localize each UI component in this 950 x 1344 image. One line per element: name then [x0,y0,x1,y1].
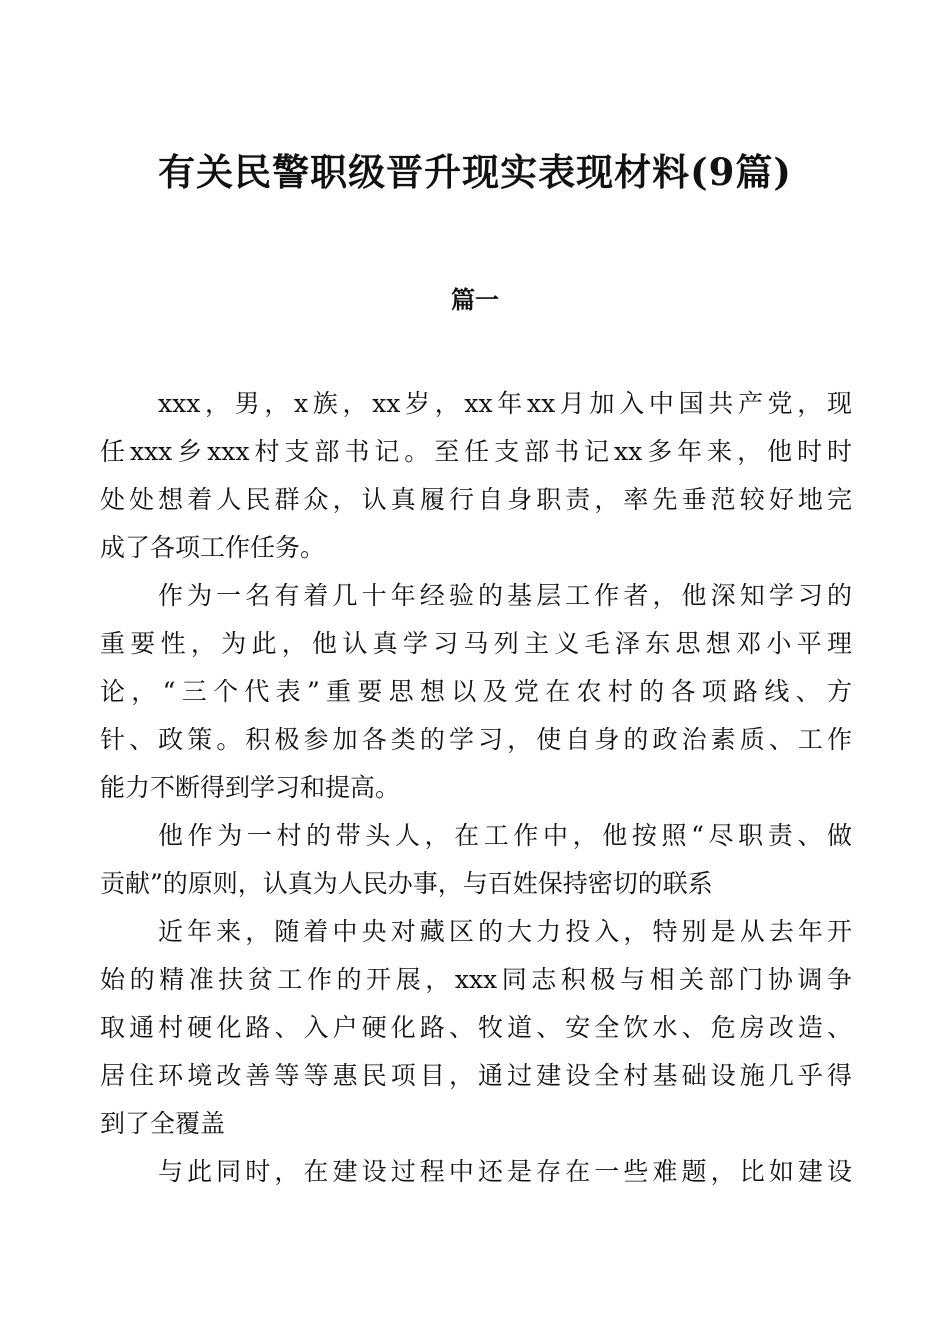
paragraph [100,572,852,812]
paragraph [100,380,852,572]
paragraph [100,1148,852,1196]
text-line: 成了各项工作任务。 [100,533,326,562]
text-line: 居住环境改善等等惠民项目，通过建设全村基础设施几乎得 [100,1061,852,1090]
text-line: 贡献”的原则，认真为人民办事，与百姓保持密切的联系 [100,869,713,898]
text-line: 能力不断得到学习和提高。 [100,773,401,802]
text-line: xxx，男，x族，xx岁，xx年xx月加入中国共产党，现 [158,389,852,418]
text-line: 处处想着人民群众，认真履行自身职责，率先垂范较好地完 [100,485,852,514]
text-line: 始的精准扶贫工作的开展，xxx同志积极与相关部门协调争 [100,965,852,994]
document-body [100,380,852,1196]
document-title: 有关民警职级晋升现实表现材料(9篇) [158,150,792,194]
text-line: 与此同时，在建设过程中还是存在一些难题，比如建设 [158,1157,852,1186]
text-line: 任xxx乡xxx村支部书记。至任支部书记xx多年来，他时时 [100,437,852,466]
text-line: 取通村硬化路、入户硬化路、牧道、安全饮水、危房改造、 [100,1013,852,1042]
text-line: 论，“三个代表”重要思想以及党在农村的各项路线、方 [100,677,852,706]
paragraph [100,908,852,1148]
text-line: 他作为一村的带头人，在工作中，他按照“尽职责、做 [158,821,852,850]
text-line: 针、政策。积极参加各类的学习，使自身的政治素质、工作 [100,725,852,754]
text-line: 作为一名有着几十年经验的基层工作者，他深知学习的 [158,581,852,610]
paragraph [100,812,852,908]
text-line: 近年来，随着中央对藏区的大力投入，特别是从去年开 [158,917,852,946]
section-heading: 篇一 [451,286,499,314]
text-line: 重要性，为此，他认真学习马列主义毛泽东思想邓小平理 [100,629,852,658]
text-line: 到了全覆盖 [100,1109,226,1138]
